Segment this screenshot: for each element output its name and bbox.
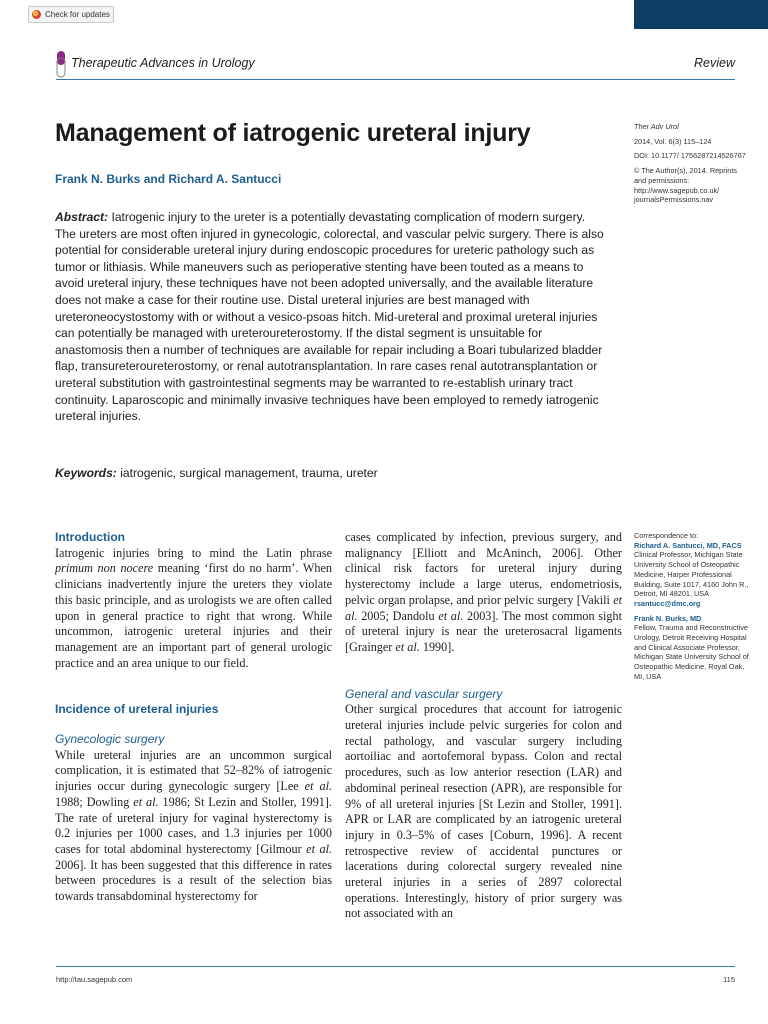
corner-color-block <box>634 0 768 29</box>
side-citation: 2014, Vol. 6(3) 115–124 <box>634 136 712 146</box>
journal-title: Therapeutic Advances in Urology <box>71 56 255 70</box>
body-column-right <box>345 530 622 922</box>
page-number: 115 <box>723 975 735 984</box>
check-for-updates-button[interactable] <box>28 6 114 23</box>
footer-url-link[interactable]: http://tau.sagepub.com <box>56 975 133 984</box>
author-list: Frank N. Burks and Richard A. Santucci <box>55 172 282 186</box>
side-copyright: © The Author(s), 2014. Reprints and permissions: http://www.sagepub.co.uk/ journalsPermissions.nav <box>634 166 737 205</box>
author2-affiliation: Fellow, Trauma and Reconstructive Urology, Detroit Receiving Hospital and Clinical Associate Professor, Michigan State University School of Osteopathic Medicine, Royal Oak, MI, USA <box>634 623 749 681</box>
heading-incidence: Incidence of ureteral injuries <box>55 702 219 717</box>
author2-name: Frank N. Burks, MD <box>634 613 702 623</box>
intro-paragraph: Iatrogenic injuries bring to mind the Latin phrase primum non nocere meaning ‘first do no harm’. When clinicians inadvertently injure the ureters they violate this basic principle, and as urologists we are often called upon in general practice to right that wrong. While uncommon, iatrogenic ureteral injuries and their management are an important part of general urologic practice and an area unique to our field. <box>55 545 332 670</box>
gyn-paragraph: While ureteral injuries are an uncommon surgical complication, it is estimated that 52–82% of iatrogenic injuries occur during gynecologic surgery [Lee et al. 1988; Dowling et al. 1986; St Lezin and Stoller, 1991]. The rate of ureteral injury for vaginal hysterectomy is 0.2 injuries per 1000 cases, and 1.3 injuries per 1000 cases for total abdominal hysterectomy [Gilmour et al. 2006]. It has been suggested that this difference in rates between procedures is a result of the selection bias towards transabdominal hysterectomy for <box>55 747 332 904</box>
keywords-text: iatrogenic, surgical management, trauma, ureter <box>120 466 378 480</box>
keywords-label: Keywords: <box>55 466 117 480</box>
abstract-text: Iatrogenic injury to the ureter is a potentially devastating complication of modern surgery. The ureters are most often injured in gynecologic, colorectal, and vascular pelvic surgery. There is also potential for considerable ureteral injury during endoscopic procedures for ureteric pathology such as tumor or lithiasis. While maneuvers such as perioperative stenting have been touted as a means to avoid ureteral injury, these techniques have not been adopted universally, and the available literature does not make a case for their routine use. Distal ureteral injuries are best managed with ureteroneocystostomy with or without a vesico-psoas hitch. Mid-ureteral and proximal ureteral injuries can potentially be managed with ureteroureterostomy. If the distal segment is unsuitable for anastomosis then a number of techniques are available for repair including a Boari tubularized bladder flap, transureteroureterostomy, or renal autotransplantation. In rare cases renal autotransplantation or ureteral substitution with gastrointestinal segments may be warranted to re-establish urinary tract continuity. Laparoscopic and minimally invasive techniques have been employed to remedy iatrogenic ureteral injuries. <box>55 210 604 424</box>
general-paragraph: Other surgical procedures that account for iatrogenic ureteral injuries include pelvic surgeries for colon and rectal pathology, and vascular surgery including aortoiliac and aortofemoral bypass. Colon and rectal procedures, such as low anterior resection (LAR) and abdominal perineal resection (APR), are responsible for 9% of all ureteral injuries [St Lezin and Stoller, 1991]. APR or LAR are complicated by an iatrogenic ureteral injury in 0.3–5% of cases [Coburn, 1996]. A recent retrospective review of accidental punctures or lacerations during colorectal surgery revealed nine ureteral injuries in a series of 2897 colorectal operations. Interestingly, history of prior surgery was not associated with an <box>345 702 622 921</box>
abstract <box>55 209 608 425</box>
author1-email[interactable]: rsantucc@dmc.org <box>634 598 701 608</box>
journal-logo-icon <box>56 50 66 78</box>
side-doi: DOI: 10.1177/ 1756287214526767 <box>634 151 746 161</box>
check-for-updates-label: Check for updates <box>45 10 110 19</box>
citation-sidebar <box>634 122 749 210</box>
gyn-paragraph-continued: cases complicated by infection, previous surgery, and malignancy [Elliott and McAninch, 2006]. Other clinical risk factors for ureteral injury during hysterectomy include a large uterus, endometriosis, pelvic organ prolapse, and prior pelvic surgery [Vakili et al. 2005; Dandolu et al. 2003]. The most common sight of ureteral injury is near the ureterosacral ligaments [Grainger et al. 1990]. <box>345 530 623 654</box>
body-column-left <box>55 530 332 905</box>
footer-divider <box>56 966 735 967</box>
article-type: Review <box>694 56 735 70</box>
heading-general-vascular-surgery: General and vascular surgery <box>345 686 503 701</box>
heading-gynecologic-surgery: Gynecologic surgery <box>55 732 165 747</box>
article-title: Management of iatrogenic ureteral injury <box>55 119 531 147</box>
author1-name: Richard A. Santucci, MD, FACS <box>634 540 742 550</box>
correspondence-label: Correspondence to: <box>634 531 699 540</box>
header-divider <box>56 79 735 80</box>
abstract-label: Abstract: <box>55 210 109 224</box>
heading-introduction: Introduction <box>55 530 125 544</box>
author1-affiliation: Clinical Professor, Michigan State University School of Osteopathic Medicine, Harper Professional Building, Suite 1017, 4160 John R., Detroit, MI 48201, USA <box>634 550 749 599</box>
correspondence-sidebar <box>634 531 749 682</box>
side-journal-abbrev: Ther Adv Urol <box>634 122 679 131</box>
crossmark-icon <box>32 10 41 19</box>
keywords <box>55 466 608 480</box>
